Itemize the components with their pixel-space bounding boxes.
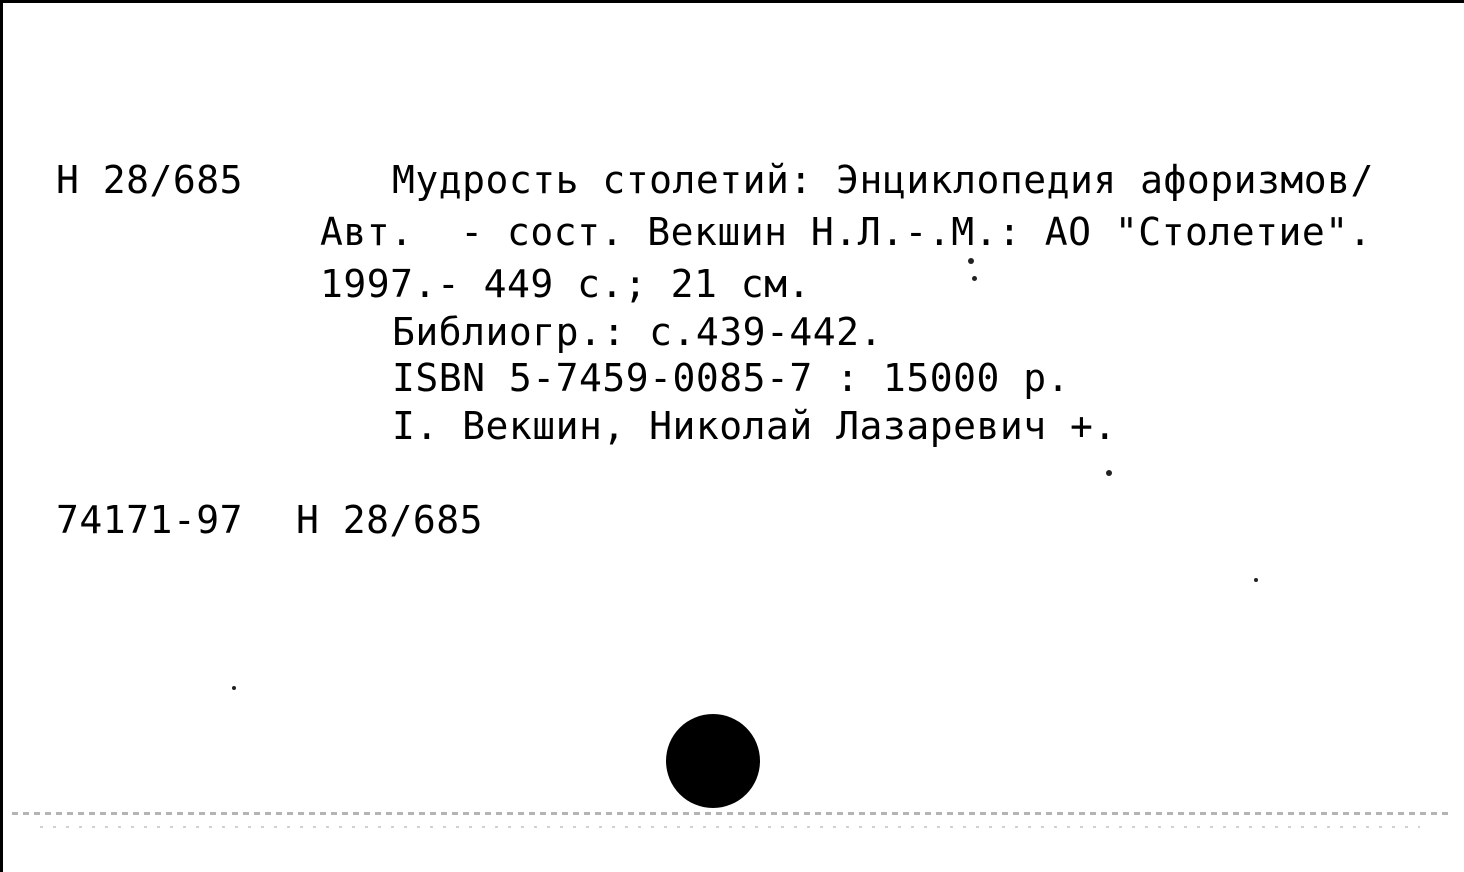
year-pages-line: 1997.- 449 с.; 21 см. (320, 262, 811, 306)
speck (972, 276, 977, 281)
scan-artifact-line (12, 812, 1452, 815)
accession-number: 74171-97 (56, 498, 244, 542)
bibliography-line: Библиогр.: с.439-442. (392, 310, 883, 354)
call-number-footer: Н 28/685 (296, 498, 484, 542)
isbn-price-line: ISBN 5-7459-0085-7 : 15000 р. (392, 356, 1070, 400)
card-top-edge (0, 0, 1464, 3)
speck (1254, 578, 1258, 582)
punch-hole (666, 714, 760, 808)
title-line: Мудрость столетий: Энциклопедия афоризмов/ (392, 158, 1374, 202)
speck (232, 686, 236, 690)
author-publisher-line: Авт. - сост. Векшин Н.Л.-.М.: АО "Столетие". (320, 210, 1373, 254)
speck (1106, 470, 1112, 476)
author-entry-line: I. Векшин, Николай Лазаревич +. (392, 404, 1117, 448)
speck (968, 258, 974, 264)
call-number: Н 28/685 (56, 158, 244, 202)
scan-artifact-line (40, 826, 1420, 828)
card-left-edge (0, 0, 3, 872)
